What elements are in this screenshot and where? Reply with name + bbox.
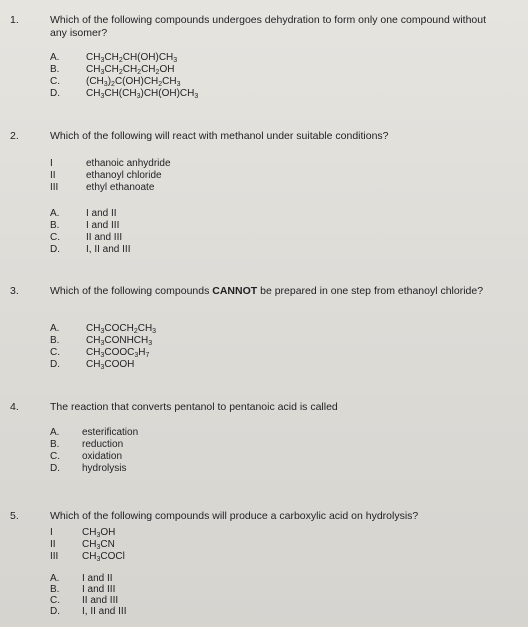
question-stem: Which of the following compounds CANNOT be prepared in one step from ethanoyl chloride? xyxy=(50,285,484,297)
option-letter: C. xyxy=(50,451,60,462)
option-letter: B. xyxy=(50,220,60,231)
question-number: 3. xyxy=(10,285,19,297)
question-stem: Which of the following compounds undergoes dehydration to form only one compound without any isomer? xyxy=(50,14,487,39)
option-letter: D. xyxy=(50,359,60,370)
option-letter: A. xyxy=(50,52,60,63)
option-formula: $CH_3COOH$ xyxy=(86,359,135,371)
option-letter: A. xyxy=(50,427,60,438)
option-letter: B. xyxy=(50,439,60,450)
option-formula: $CH_3COOC_3H_7$ xyxy=(86,347,150,359)
statement-formula: $CH_3OH$ xyxy=(82,527,116,539)
option-formula: $CH_3CH(CH_3)CH(OH)CH_3$ xyxy=(86,88,199,100)
option-letter: A. xyxy=(50,323,60,334)
question-stem: Which of the following will react with methanol under suitable conditions? xyxy=(50,130,389,142)
statement-label: III xyxy=(50,182,59,193)
question-stem: The reaction that converts pentanol to pentanoic acid is called xyxy=(50,401,338,413)
option-text: oxidation xyxy=(82,451,123,462)
option-letter: D. xyxy=(50,88,60,99)
statement-label: II xyxy=(50,539,56,550)
statement-formula: $CH_3CN$ xyxy=(82,539,115,551)
question-number: 4. xyxy=(10,401,19,413)
question-stem: Which of the following compounds will produce a carboxylic acid on hydrolysis? xyxy=(50,510,419,522)
option-formula: $(CH_3)_2C(OH)CH_2CH_3$ xyxy=(86,76,181,88)
option-text: I, II and III xyxy=(86,244,131,255)
option-letter: D. xyxy=(50,463,60,474)
statement-label: III xyxy=(50,551,59,562)
statement-text: ethyl ethanoate xyxy=(86,182,155,193)
question-number: 5. xyxy=(10,510,19,522)
option-text: hydrolysis xyxy=(82,463,127,474)
option-letter: B. xyxy=(50,64,60,75)
option-text: I, II and III xyxy=(82,606,127,617)
statement-text: ethanoyl chloride xyxy=(86,170,162,181)
option-letter: D. xyxy=(50,244,60,255)
option-formula: $CH_3CH_2CH_2CH_2OH$ xyxy=(86,64,175,76)
option-text: II and III xyxy=(86,232,123,243)
option-letter: B. xyxy=(50,584,60,595)
option-formula: $CH_3CH_2CH(OH)CH_3$ xyxy=(86,52,178,64)
option-text: I and II xyxy=(86,208,117,219)
statement-label: I xyxy=(50,158,53,169)
option-letter: C. xyxy=(50,232,60,243)
option-text: I and III xyxy=(82,584,116,595)
question-number: 2. xyxy=(10,130,19,142)
option-letter: C. xyxy=(50,76,60,87)
option-text: II and III xyxy=(82,595,119,606)
option-formula: $CH_3CONHCH_3$ xyxy=(86,335,153,347)
option-letter: C. xyxy=(50,347,60,358)
statement-formula: $CH_3COCl$ xyxy=(82,551,125,563)
option-letter: D. xyxy=(50,606,60,617)
statement-label: II xyxy=(50,170,56,181)
option-formula: $CH_3COCH_2CH_3$ xyxy=(86,323,157,335)
option-text: I and II xyxy=(82,573,113,584)
option-text: reduction xyxy=(82,439,124,450)
option-letter: C. xyxy=(50,595,60,606)
option-text: I and III xyxy=(86,220,120,231)
statement-text: ethanoic anhydride xyxy=(86,158,171,169)
statement-label: I xyxy=(50,527,53,538)
option-text: esterification xyxy=(82,427,139,438)
option-letter: A. xyxy=(50,208,60,219)
option-letter: B. xyxy=(50,335,60,346)
question-number: 1. xyxy=(10,14,19,26)
option-letter: A. xyxy=(50,573,60,584)
